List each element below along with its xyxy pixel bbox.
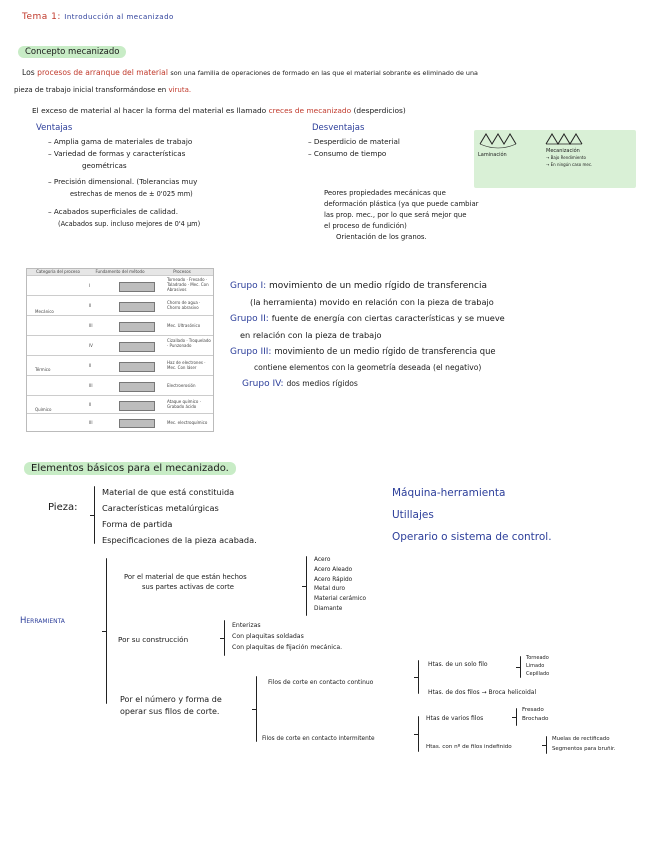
herramienta-brace [106, 558, 107, 704]
mecanizacion-note-1: → Bajo Rendimiento [546, 155, 586, 160]
pieza-item: Material de que está constituida [102, 487, 235, 497]
table-header: Categoría del proceso Fundamento del método Procesos [27, 269, 213, 275]
table-row: IV Cizallado · Troquelado · Punzonado [27, 335, 213, 356]
laminacion-label: Laminación [478, 152, 507, 158]
grupo-4: Grupo IV: dos medios rígidos [242, 379, 358, 389]
ventajas-item: – Variedad de formas y características [48, 149, 186, 158]
indefinido-label: Htas. con nº de filos indefinido [426, 744, 512, 750]
desventajas-list [308, 136, 400, 160]
process-diagram [119, 401, 155, 411]
elementos-right-list [392, 482, 552, 548]
un-filo-label: Htas. de un solo filo [428, 661, 488, 668]
ventajas-item: estrechas de menos de ± 0'025 mm) [70, 190, 193, 198]
mecanizacion-note-2: → En ningún caso mec. [546, 162, 593, 167]
continuo-brace [418, 660, 419, 694]
material-branch-label: Por el material de que están hechos sus partes activas de corte [124, 573, 247, 591]
indefinido-list: Muelas de rectificado Segmentos para bruñir. [552, 736, 616, 752]
concepto-line-2: pieza de trabajo inicial transformándose en viruta. [14, 86, 192, 94]
table-row: III Mec. Ultrasónico [27, 315, 213, 336]
filos-branch-label: Por el número y forma de operar sus filos de corte. [120, 695, 222, 716]
table-row: II Haz de electrones · Mec. Con láser [27, 355, 213, 376]
varios-filos-label: Htas de varios filos [426, 715, 484, 722]
process-diagram [119, 322, 155, 332]
concepto-line-3: El exceso de material al hacer la forma del material es llamado creces de mecanizado (desperdicios) [32, 106, 406, 115]
desventajas-item: – Desperdicio de material [308, 137, 400, 146]
indefinido-brace [546, 736, 547, 754]
pieza-list [102, 484, 257, 548]
mecanizacion-label: Mecanización [546, 148, 580, 154]
materiales-brace [306, 556, 307, 616]
desventajas-note: Peores propiedades mecánicas que deformación plástica (ya que puede cambiar las prop. mec., por lo que será mejor que el proceso de fundición) Orientación de los granos. [324, 189, 479, 241]
construccion-branch-label: Por su construcción [118, 635, 189, 644]
process-classification-table [26, 268, 214, 432]
varios-brace [516, 708, 517, 726]
ventajas-item: geométricas [82, 161, 127, 170]
filos-brace [256, 676, 257, 742]
creces-term: creces de mecanizado [268, 106, 352, 115]
table-row: III Mec. electroquímico [27, 413, 213, 431]
category-quimico: Químico [35, 407, 52, 412]
concepto-heading: Concepto mecanizado [18, 46, 126, 58]
grupo-1: Grupo I: movimiento de un medio rígido de transferencia [230, 281, 487, 291]
process-diagram [119, 342, 155, 352]
title-tema: Tema 1: [22, 12, 61, 22]
grupo-2: Grupo II: fuente de energía con ciertas características y se mueve [230, 313, 505, 324]
utillajes: Utillajes [392, 509, 434, 521]
construccion-brace [224, 620, 225, 656]
intermitente-brace [418, 716, 419, 752]
title-subject: Introducción al mecanizado [64, 13, 174, 21]
process-diagram [119, 362, 155, 372]
page-title [22, 12, 174, 22]
desventajas-item: – Consumo de tiempo [308, 149, 387, 158]
operario: Operario o sistema de control. [392, 531, 552, 543]
table-row: II Ataque químico · Grabado ácido [27, 395, 213, 414]
table-row: III Electroerosión [27, 375, 213, 396]
ventajas-item: – Precisión dimensional. (Tolerancias muy [48, 177, 198, 186]
pieza-item: Forma de partida [102, 519, 173, 529]
un-filo-list: Torneado Limado Cepillado [526, 655, 550, 677]
viruta-term: viruta. [168, 86, 192, 94]
ventajas-list [48, 136, 200, 230]
table-row: I Torneado · Fresado · Taladrado · Mec. Con Abrasivos [27, 275, 213, 296]
materiales-list: Acero Acero Aleado Acero Rápido Metal duro Material cerámico Diamante [314, 557, 367, 612]
process-diagram [119, 382, 155, 392]
ventajas-title: Ventajas [36, 123, 73, 133]
desventajas-title: Desventajas [312, 123, 365, 133]
dos-filos-label: Htas. de dos filos → Broca helicoidal [428, 689, 537, 696]
ventajas-item: (Acabados sup. incluso mejores de 0'4 μm) [58, 220, 201, 228]
table-row: II Chorro de agua · Chorro abrasivo [27, 295, 213, 316]
varios-filos-list: Fresado Brochado [522, 707, 549, 722]
pieza-label: Pieza: [48, 502, 78, 513]
process-diagram [119, 419, 155, 428]
elementos-heading: Elementos básicos para el mecanizado. [24, 462, 236, 475]
concepto-key-term: procesos de arranque del material [37, 68, 168, 77]
pieza-item: Especificaciones de la pieza acabada. [102, 535, 257, 545]
category-mecanico: Mecánico [35, 309, 54, 314]
ventajas-item: – Acabados superficiales de calidad. [48, 207, 178, 216]
construccion-list: Enterizas Con plaquitas soldadas Con plaquitas de fijación mecánica. [232, 622, 343, 651]
pieza-item: Características metalúrgicas [102, 503, 219, 513]
concepto-line-1: Los procesos de arranque del material son una familia de operaciones de formado en las que el material sobrante es eliminado de una [22, 68, 478, 77]
contacto-continuo-label: Filos de corte en contacto continuo [268, 679, 374, 686]
process-diagram [119, 282, 155, 292]
category-termico: Térmico [35, 367, 51, 372]
laminacion-vs-mecanizacion-sketch [474, 130, 636, 188]
contacto-intermitente-label: Filos de corte en contacto intermitente [262, 736, 375, 742]
pieza-brace [94, 486, 95, 544]
maquina-herramienta: Máquina-herramienta [392, 487, 506, 499]
ventajas-item: – Amplia gama de materiales de trabajo [48, 137, 193, 146]
grupo-3: Grupo III: movimiento de un medio rígido de transferencia que [230, 346, 496, 357]
herramienta-label: Herramienta [20, 616, 65, 626]
grupos-list: Grupo I: movimiento de un medio rígido de transferencia (la herramienta) movido en relación con la pieza de trabajo Grupo II: fuente de energía con ciertas características y se mueve en relación con la pieza de trabajo Grupo III: movimiento de un medio rígido de transferencia que contiene elementos con la geometría deseada (el negativo) Grupo IV: dos medios rígidos [230, 278, 505, 392]
un-filo-brace [520, 656, 521, 678]
process-diagram [119, 302, 155, 312]
